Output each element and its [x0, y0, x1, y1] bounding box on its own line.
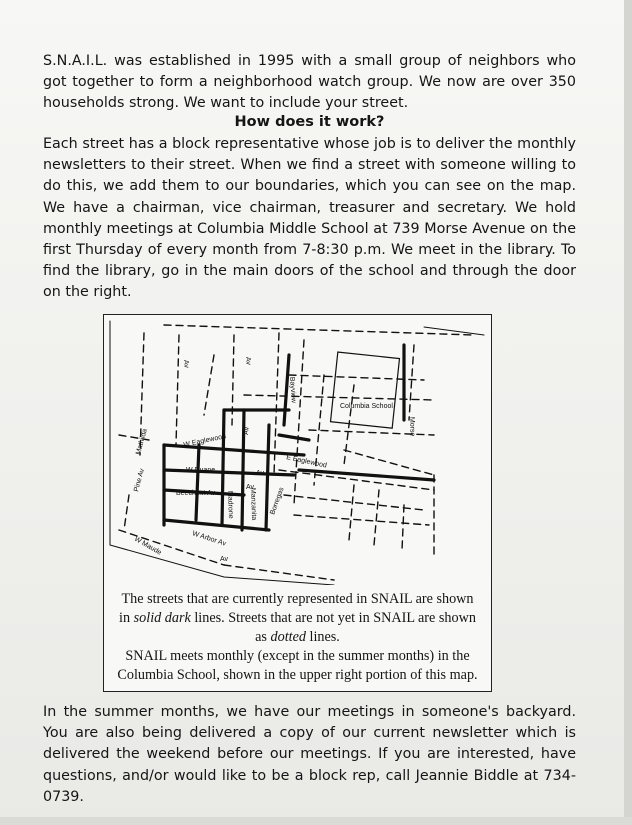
paper-edge-right	[624, 0, 632, 825]
av-label: Av	[220, 556, 229, 563]
solid-street	[266, 425, 269, 530]
caption-line: SNAIL meets monthly (except in the summer months) in the	[125, 648, 470, 664]
solid-street	[284, 355, 289, 425]
dotted-street	[349, 485, 354, 540]
dotted-street	[294, 340, 304, 505]
solid-street	[222, 410, 224, 525]
dotted-street	[204, 355, 214, 415]
map-caption	[112, 590, 483, 685]
av-label: Av	[243, 426, 251, 436]
caption-line	[112, 628, 483, 647]
dotted-street	[284, 495, 424, 510]
street-map	[104, 315, 491, 585]
caption-text: in	[119, 610, 134, 626]
map-figure	[103, 314, 492, 692]
morse-label: Morse	[408, 416, 416, 437]
caption-line	[112, 609, 483, 628]
e-eaglewood-label: E Eaglewood	[285, 454, 328, 470]
dotted-street	[176, 335, 179, 445]
solid-street	[196, 445, 199, 520]
dotted-street	[124, 495, 129, 530]
columbia-school-label: Columbia School	[340, 403, 393, 410]
closing-paragraph: In the summer months, we have our meetings in someone's backyard. You are also being delivered a copy of our current newsletter which is delivered the weekend before our meetings. If you are interested, have questions, and/or would like to be a block rep, call Jeannie Biddle at 734-0739.	[43, 704, 576, 805]
w-maude-label: W Maude	[133, 535, 163, 557]
dotted-street	[402, 505, 404, 550]
mathilda-label: Mathilda	[135, 428, 149, 456]
caption-text: as	[255, 629, 271, 645]
paper-edge-bottom	[0, 817, 632, 825]
av-label: Av	[256, 470, 265, 477]
caption-line: Columbia School, shown in the upper right portion of this map.	[117, 667, 478, 683]
solid-street	[279, 435, 309, 440]
av-label: Av	[244, 356, 252, 366]
intro-paragraph: S.N.A.I.L. was established in 1995 with a small group of neighbors who got together to form a neighborhood watch group. We now are over 350 households strong. We want to include your street.	[43, 53, 576, 112]
dotted-street	[294, 515, 429, 525]
borregas-label: Borregas	[269, 486, 286, 516]
solid-street	[164, 520, 269, 530]
bayview-label: Bayview	[288, 376, 297, 404]
how-it-works-paragraph: Each street has a block representative whose job is to deliver the monthly newsletters to their street. When we find a street with someone willing to do this, we add them to our boundaries, which you can see on the map. We have a chairman, vice chairman, treasurer and secretary. We hold monthly meetings at Columbia Middle School at 739 Morse Avenue on the first Thursday of every month from 7-8:30 p.m. We meet in the library. To find the library, go in the main doors of the school and through the door on the right.	[43, 136, 576, 301]
dotted-street	[374, 490, 379, 545]
w-arbor-label: W Arbor Av	[191, 530, 227, 548]
av-label: Av	[246, 484, 255, 491]
beechnut-label: Beechnut Av	[176, 490, 216, 497]
caption-text: lines. Streets that are not yet in SNAIL are shown	[190, 610, 476, 626]
pine-label: Pine Av	[133, 467, 147, 493]
dotted-street	[344, 450, 434, 475]
w-duane-label: W Duane	[186, 467, 216, 474]
caption-emphasis: solid dark	[133, 610, 191, 626]
dotted-street	[164, 325, 474, 335]
dotted-streets	[119, 325, 474, 580]
section-heading: How does it work?	[234, 114, 385, 130]
manzanita-label: Manzanita	[249, 487, 258, 521]
caption-text: lines.	[305, 629, 340, 645]
columbia-school-outline	[331, 352, 400, 428]
caption-emphasis: dotted	[270, 629, 306, 645]
madrone-label: Madrone	[226, 490, 234, 519]
caption-line: The streets that are currently represented in SNAIL are shown	[121, 591, 474, 607]
dotted-street	[409, 345, 414, 420]
av-label: Av	[182, 359, 190, 369]
w-eaglewood-label: W Eaglewood	[182, 433, 227, 449]
